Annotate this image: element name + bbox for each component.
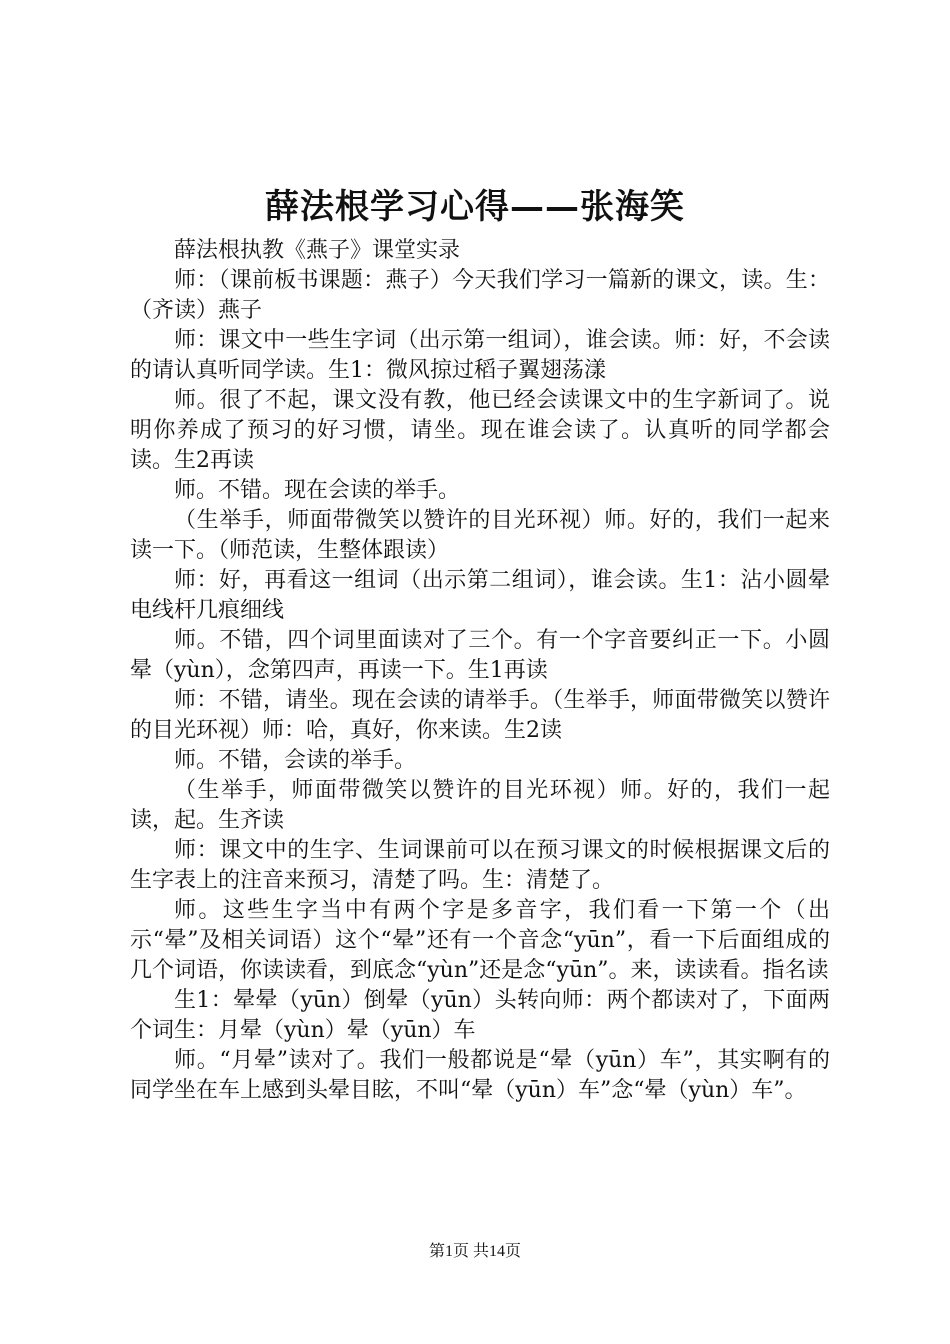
- paragraph: 师。很了不起，课文没有教，他已经会读课文中的生字新词了。说明你养成了预习的好习惯，请坐。现在谁会读了。认真听的同学都会读。生2再读: [130, 388, 830, 473]
- paragraph: 师。“月晕”读对了。我们一般都说是“晕（yūn）车”，其实啊有的同学坐在车上感到头晕目眩，不叫“晕（yūn）车”念“晕（yùn）车”。: [130, 1048, 830, 1103]
- page-footer: 第1页 共14页: [428, 1243, 521, 1260]
- paragraph: 师。不错。现在会读的举手。: [174, 478, 461, 503]
- paragraph: （生举手，师面带微笑以赞许的目光环视）师。好的，我们一起来读一下。（师范读，生整体跟读）: [130, 508, 830, 563]
- paragraph: 师。不错，四个词里面读对了三个。有一个字音要纠正一下。小圆晕（yùn），念第四声，再读一下。生1再读: [130, 628, 830, 683]
- paragraph: 生1：晕晕（yūn）倒晕（yūn）头转向师：两个都读对了，下面两个词生：月晕（yùn）晕（yūn）车: [130, 988, 830, 1043]
- document-body: [130, 236, 830, 1106]
- paragraph: 师：好，再看这一组词（出示第二组词），谁会读。生1：沾小圆晕电线杆几痕细线: [130, 568, 830, 623]
- paragraph: 师。这些生字当中有两个字是多音字，我们看一下第一个（出示“晕”及相关词语）这个“晕”还有一个音念“yūn”，看一下后面组成的几个词语，你读读看，到底念“yùn”还是念“yūn”。来，读读看。指名读: [130, 898, 830, 983]
- paragraph: 师：不错，请坐。现在会读的请举手。（生举手，师面带微笑以赞许的目光环视）师：哈，真好，你来读。生2读: [130, 688, 830, 743]
- paragraph: 薛法根执教《燕子》课堂实录: [174, 238, 461, 263]
- document-title: 薛法根学习心得——张海笑: [265, 187, 685, 227]
- paragraph: 师：课文中的生字、生词课前可以在预习课文的时候根据课文后的生字表上的注音来预习，清楚了吗。生：清楚了。: [130, 838, 830, 893]
- paragraph: 师：（课前板书课题：燕子）今天我们学习一篇新的课文，读。生：（齐读）燕子: [130, 268, 830, 323]
- paragraph: 师：课文中一些生字词（出示第一组词），谁会读。师：好，不会读的请认真听同学读。生1：微风掠过稻子翼翅荡漾: [130, 328, 830, 383]
- paragraph: （生举手，师面带微笑以赞许的目光环视）师。好的，我们一起读，起。生齐读: [130, 778, 830, 833]
- paragraph: 师。不错，会读的举手。: [174, 748, 417, 773]
